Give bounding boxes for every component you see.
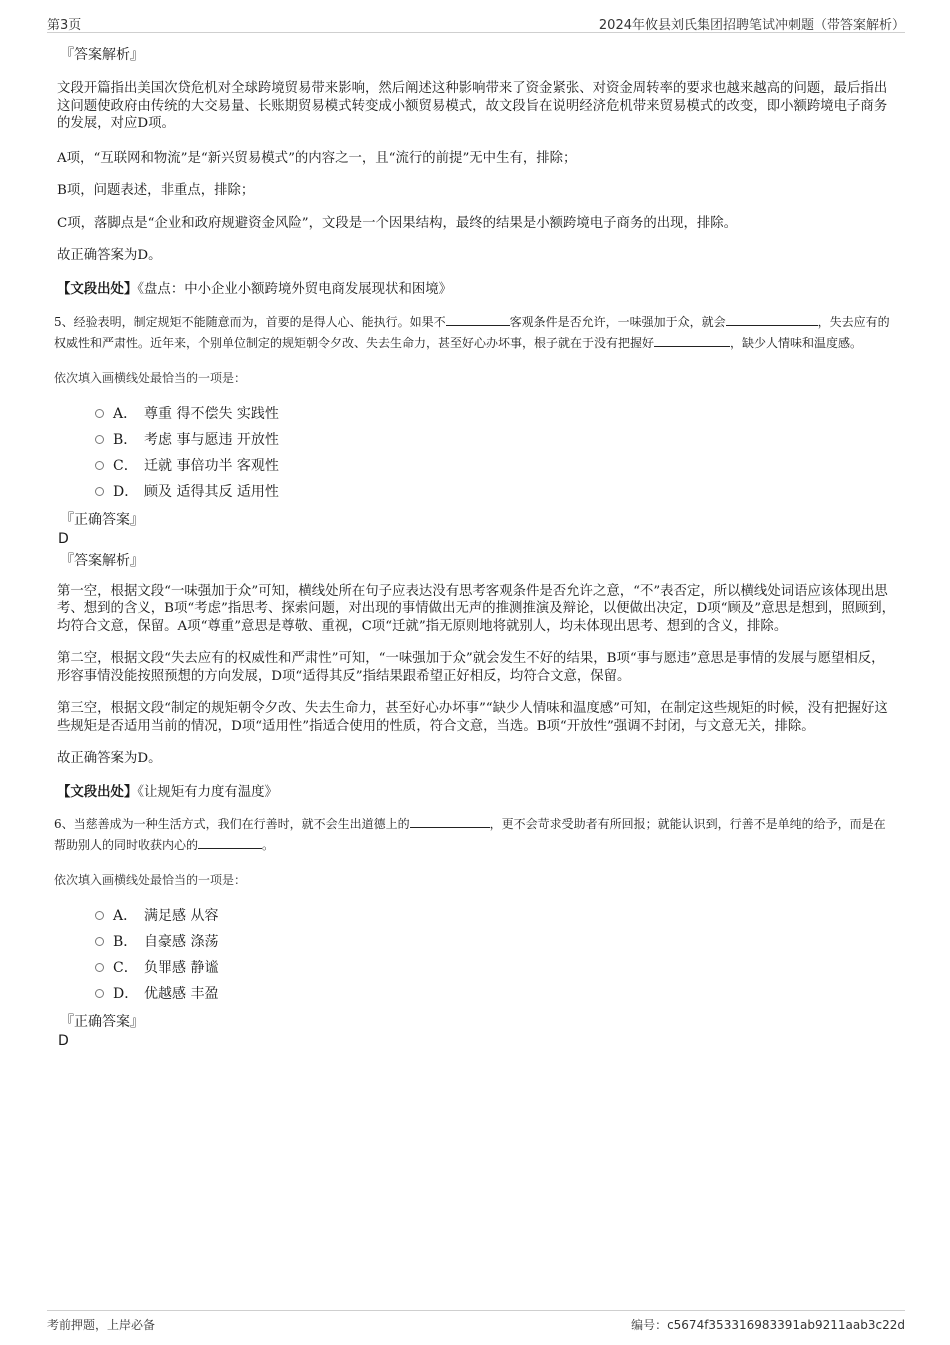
q5-options	[95, 401, 895, 505]
radio-icon[interactable]	[95, 409, 104, 418]
source-label: 【文段出处】	[57, 280, 138, 297]
q5-correct-answer: D	[58, 530, 69, 547]
q6-question: 6、当慈善成为一种生活方式，我们在行善时，就不会生出道德上的 ，更不会苛求受助者有所回报；就能认识到，行善不是单纯的给予，而是在帮助别人的同时收获内心的 。	[54, 816, 886, 852]
q5-analysis-label: 『答案解析』	[60, 552, 144, 569]
q5-conclusion: 故正确答案为D。	[57, 751, 162, 766]
q6-options	[95, 903, 895, 1007]
q6-correct-answer: D	[58, 1032, 69, 1049]
page-content	[54, 43, 896, 1050]
page-header	[47, 12, 905, 33]
source-title: 《盘点：中小企业小额跨境外贸电商发展现状和困境》	[137, 281, 453, 297]
blank-line	[446, 313, 510, 326]
radio-icon[interactable]	[95, 937, 104, 946]
blank-line	[410, 815, 490, 828]
source-label: 【文段出处】	[57, 783, 138, 800]
q5-instruction: 依次填入画横线处最恰当的一项是：	[54, 370, 247, 385]
option-b[interactable]: B． 自豪感 涤荡	[95, 929, 895, 955]
q5-correct-label: 『正确答案』	[60, 511, 144, 528]
q4-analysis-paragraph: A项，“互联网和物流”是“新兴贸易模式”的内容之一，且“流行的前提”无中生有，排除；	[57, 150, 577, 166]
blank-line	[198, 836, 262, 849]
document-code: 编号：c5674f353316983391ab9211aab3c22d	[631, 1318, 905, 1332]
option-b[interactable]: B． 考虑 事与愿违 开放性	[95, 427, 895, 453]
q5-question: 5、经验表明，制定规矩不能随意而为，首要的是得人心、能执行。如果不 客观条件是否允许，一味强加于众，就会 ，失去应有的权威性和严肃性。近年来，个别单位制定的规矩朝令夕改、失去生命力，甚至好心办坏事，根子就在于没有把握好 ，缺少人情味和温度感。	[54, 314, 890, 350]
q4-analysis-label: 『答案解析』	[60, 47, 144, 63]
q4-analysis-paragraph: 文段开篇指出美国次贷危机对全球跨境贸易带来影响，然后阐述这种影响带来了资金紧张、对资金周转率的要求也越来越高的问题，最后指出这问题使政府由传统的大交易量、长账期贸易模式转变成小额贸易模式，故文段旨在说明经济危机带来贸易模式的改变，即小额跨境电子商务的发展，对应D项。	[57, 81, 888, 131]
document-title: 2024年攸县刘氏集团招聘笔试冲刺题（带答案解析）	[598, 18, 905, 33]
option-d[interactable]: D． 顾及 适得其反 适用性	[95, 479, 895, 505]
option-d[interactable]: D． 优越感 丰盈	[95, 981, 895, 1007]
blank-line	[654, 334, 730, 347]
q5-analysis-paragraph: 第三空，根据文段“制定的规矩朝令夕改、失去生命力，甚至好心办坏事”“缺少人情味和温度感”可知，在制定这些规矩的时候，没有把握好这些规矩是否适用当前的情况，D项“适用性”指适合使用的性质，符合文意，当选。B项“开放性”强调不封闭，与文意无关，排除。	[57, 701, 888, 734]
option-a[interactable]: A． 尊重 得不偿失 实践性	[95, 401, 895, 427]
q4-conclusion: 故正确答案为D。	[57, 248, 162, 263]
q4-analysis-paragraph: C项，落脚点是“企业和政府规避资金风险”，文段是一个因果结构，最终的结果是小额跨境电子商务的出现，排除。	[57, 215, 738, 231]
q4-source	[57, 280, 895, 299]
blank-line	[726, 313, 818, 326]
option-c[interactable]: C． 负罪感 静谧	[95, 955, 895, 981]
option-c[interactable]: C． 迁就 事倍功半 客观性	[95, 453, 895, 479]
q6-correct-label: 『正确答案』	[60, 1013, 144, 1030]
page-footer	[47, 1310, 905, 1335]
page-number: 第3页	[47, 18, 82, 33]
q5-analysis-paragraph: 第二空，根据文段“失去应有的权威性和严肃性”可知，“一味强加于众”就会发生不好的结果，B项“事与愿违”意思是事情的发展与愿望相反，形容事情没能按照预想的方向发展，D项“适得其反”指结果跟希望正好相反，均符合文意，保留。	[57, 651, 885, 684]
radio-icon[interactable]	[95, 461, 104, 470]
q5-analysis-paragraph: 第一空，根据文段“一味强加于众”可知，横线处所在句子应表达没有思考客观条件是否允许之意，“不”表否定，所以横线处词语应该体现出思考、想到的含义，B项“考虑”指思考、探索问题，对出现的事情做出无声的推测推演及辩论，以便做出决定，D项“顾及”意思是想到，照顾到，均符合文意，保留。A项“尊重”意思是尊敬、重视，C项“迁就”指无原则地将就别人，均未体现出思考、想到的含义，排除。	[57, 583, 896, 634]
q5-source	[57, 783, 895, 802]
radio-icon[interactable]	[95, 435, 104, 444]
radio-icon[interactable]	[95, 989, 104, 998]
option-a[interactable]: A． 满足感 从容	[95, 903, 895, 929]
radio-icon[interactable]	[95, 487, 104, 496]
q4-analysis-paragraph: B项，问题表述，非重点，排除；	[57, 183, 255, 198]
q6-instruction: 依次填入画横线处最恰当的一项是：	[54, 872, 247, 887]
footer-slogan: 考前押题，上岸必备	[47, 1318, 156, 1332]
source-title: 《让规矩有力度有温度》	[137, 784, 278, 800]
radio-icon[interactable]	[95, 911, 104, 920]
radio-icon[interactable]	[95, 963, 104, 972]
